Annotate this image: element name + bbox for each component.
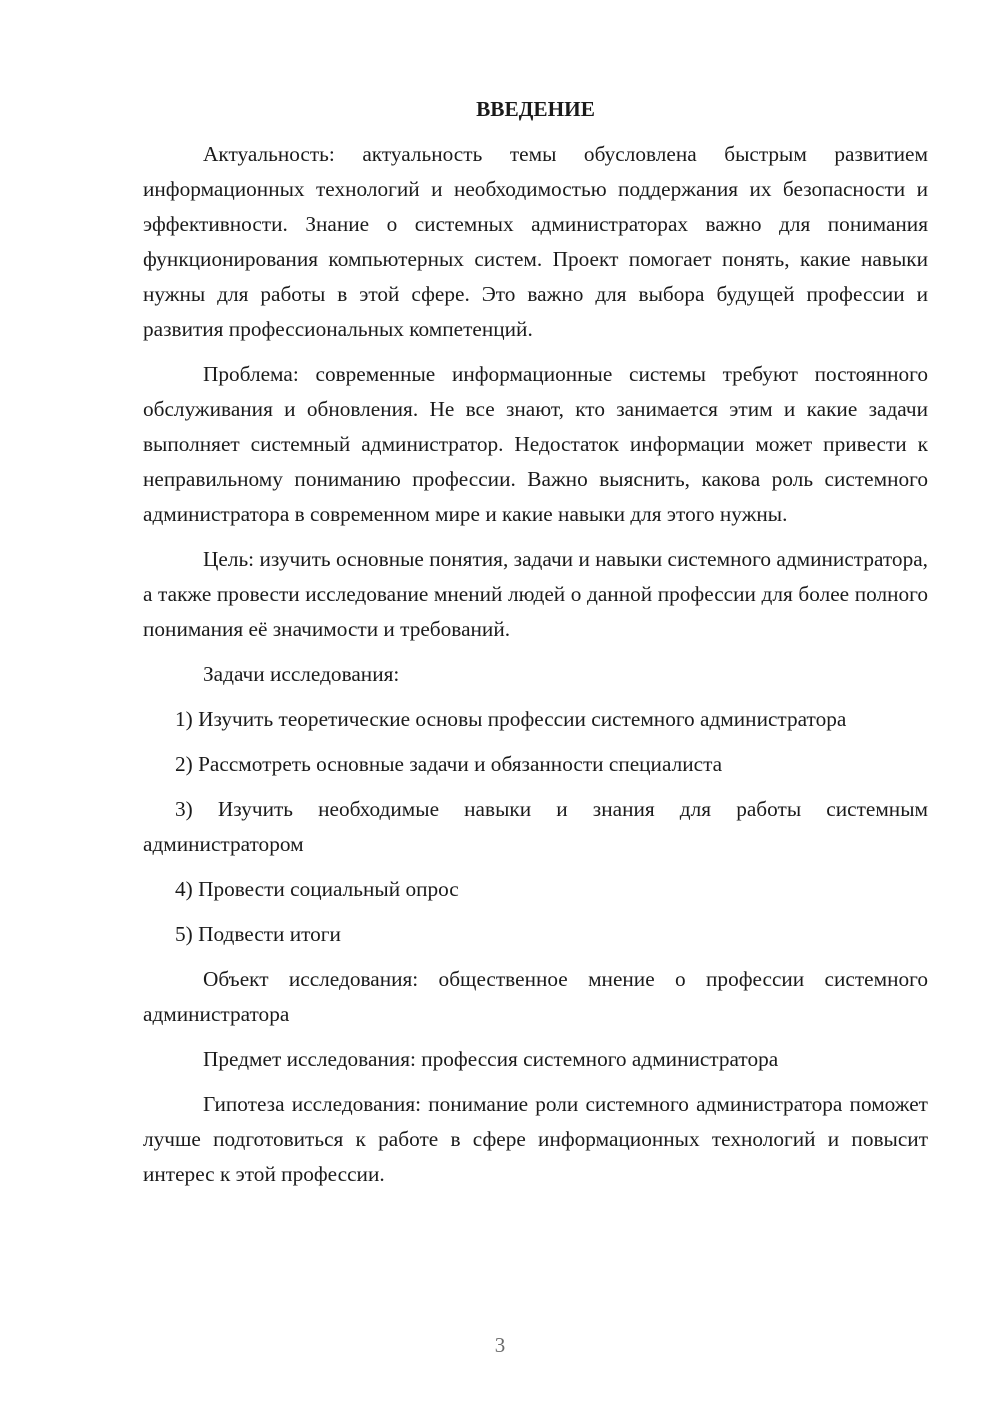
page-number: 3 [494,1333,506,1357]
tasks-heading: Задачи исследования: [203,662,400,686]
relevance-paragraph: Актуальность: актуальность темы обусловлена быстрым развитием информационных технологий и необходимостью поддержания их безопасности и эффективности. Знание о системных администраторах важно для понимания функционирования компьютерных систем. Проект помогает понять, какие навыки нужны для работы в этой сфере. Это важно для выбора будущей профессии и развития профессиональных компетенций. [143,142,928,341]
goal-paragraph: Цель: изучить основные понятия, задачи и навыки системного администратора, а также провести исследование мнений людей о данной профессии для более полного понимания её значимости и требований. [143,547,928,641]
object-paragraph: Объект исследования: общественное мнение о профессии системного администратора [143,967,928,1026]
task-item-2: 2) Рассмотреть основные задачи и обязанности специалиста [175,752,723,776]
hypothesis-paragraph: Гипотеза исследования: понимание роли системного администратора поможет лучше подготовиться к работе в сфере информационных технологий и повысит интерес к этой профессии. [143,1092,928,1186]
task-item-4: 4) Провести социальный опрос [175,877,459,901]
task-item-3: 3) Изучить необходимые навыки и знания для работы системным администратором [143,797,928,856]
task-item-5: 5) Подвести итоги [175,922,341,946]
task-item-1: 1) Изучить теоретические основы профессии системного администратора [175,707,847,731]
document-page [143,92,928,1202]
subject-paragraph: Предмет исследования: профессия системного администратора [203,1047,779,1071]
page-title: ВВЕДЕНИЕ [476,97,595,121]
problem-paragraph: Проблема: современные информационные системы требуют постоянного обслуживания и обновления. Не все знают, кто занимается этим и какие задачи выполняет системный администратор. Недостаток информации может привести к неправильному пониманию профессии. Важно выяснить, какова роль системного администратора в современном мире и какие навыки для этого нужны. [143,362,928,526]
